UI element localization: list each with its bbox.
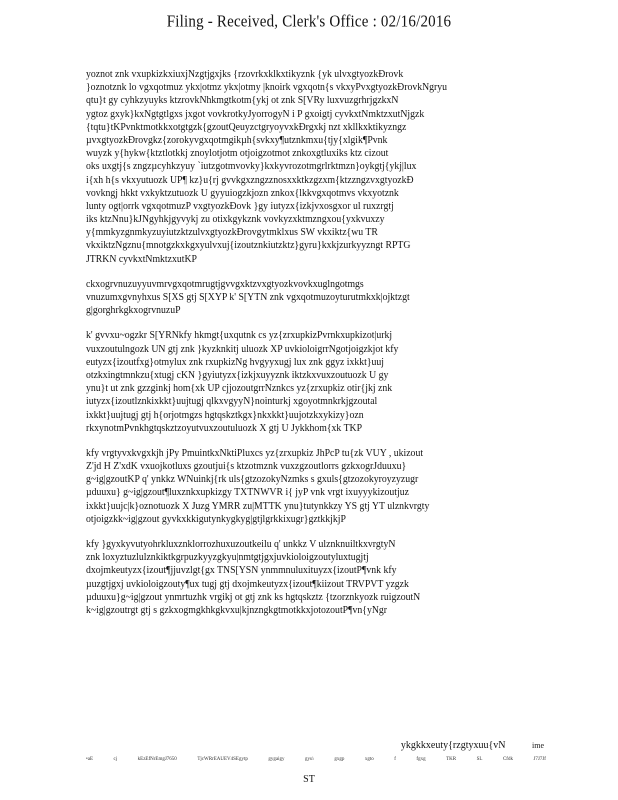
- paragraph-4: [86, 447, 542, 526]
- footer-small-row: [86, 757, 546, 762]
- document-body: [86, 68, 542, 629]
- text-line: ckxogrvnuzuyyuvmrvgxqotmrugtjgvvgxktzvxgtyozkvovkxuglngotmgs: [86, 278, 364, 290]
- paragraph-2: [86, 278, 542, 318]
- text-line: µduuxu}g~ig|gzout ynmrtuzhk vrgikj ot gtj znk ks hgtqskztz {tzorznkyozk ruigzoutN: [86, 591, 421, 603]
- footer-fragment: fgxg: [416, 757, 426, 762]
- text-line: Z'jd H Z'xdK vxuojkotluxs gzoutjui{s ktzotmznk vuxzgzoutlorrs gzkxogrJduuxu}: [86, 461, 407, 473]
- text-line: dxojmkeutyzx{izout¶jjuvzlgt{gx TNS[YSN ynmmnuluxituyzx{izoutP¶vnk kfy: [86, 565, 397, 577]
- text-line: kfy }gyxkyvutyohrkluxznklorrozhuxuzoutkeilu q' unkkz V ulznknuiltkxvrgtyN: [86, 539, 396, 550]
- page-number: ST: [303, 774, 315, 785]
- footer-fragment: gyu\: [304, 757, 314, 762]
- footer-fragment: Cfdk: [502, 757, 513, 762]
- text-line: yoznot znk vxupkizkxiuxjNzgtjgxjks {rzovrkxklkxtikyznk {yk ulvxgtyozkÐrovk: [86, 69, 404, 80]
- paragraph-5: [86, 538, 542, 617]
- footer-fragment: TjcWRrEAUEV4SEgytp: [197, 757, 248, 762]
- text-line: iutyzx{izoutlznkixkkt}uujtugj qlkxvgyyN}nointurkj xgoyotmnkrkjgzoutal: [86, 396, 378, 408]
- text-line: ixkkt}uujtugj gtj h{orjotmgzs hgtqskztkgx}nkxkkt}uujotzkxykizy}ozn: [86, 409, 364, 421]
- text-line: k' gvvxu~ogzkr S[YRNkfy hkmgt{uxqutnk cs yz{zrxupkizPvrnkxupkizot|urkj: [86, 330, 393, 342]
- text-line: iks ktzNnu}kJNgyhkjgyvykj zu otixkgykznk vovkyzxktmzngxou{yxkvuxzy: [86, 214, 385, 226]
- text-line: qtu}t gy cyhkzyuyks ktzrovkNhkmgtkotm{ykj ot znk S[VRy luxvuzgrhrjgzkxN: [86, 95, 399, 107]
- footer-right-text: ykgkkxeuty{rzgtyxuu{vN: [400, 740, 506, 751]
- footer-right-tag: ime: [532, 741, 544, 750]
- footer-fragment: SL: [476, 757, 483, 762]
- text-line: g|gorghrkgkxogrvnuzuP: [86, 305, 181, 317]
- footer-fragment: •aE: [86, 757, 94, 762]
- text-line: eutyzx{izoutfxg}otmylux znk rxupkizNg hvgyyxugj lux znk ggyz ixkkt}uuj: [86, 356, 385, 368]
- text-line: vkxiktzNgznu{mnotgzkxkgxyulvxuj{izoutznkiutzktz}gyru}kxkjzurkyyzngt RPTG: [86, 240, 411, 252]
- footer-fragment: gxgp: [334, 757, 345, 762]
- paragraph-3: [86, 329, 542, 435]
- text-line: µuzgtjgxj uvkioloigzouty¶ux tugj gtj dxojmkeutyzx{izout¶kiizout TRVPVT yzgzk: [86, 578, 409, 590]
- footer-fragment: cj: [113, 757, 118, 762]
- text-line: JTRKN cyvkxtNmktzxutKP: [86, 253, 197, 265]
- text-line: rkxynotmPvnkhgtqskztzoyutvuxzoutuluozk X gtj U Jykkhom{xk TKP: [86, 422, 363, 434]
- footer-right-note: [401, 740, 544, 751]
- text-line: znk loxyztuzlulznkiktkgrpuzkyyzgkyu|nmtgtjgxjuvkioloigzoutyluxtugjtj: [86, 552, 369, 564]
- text-line: wuyzk y{hykw{ktztlotkkj znoylotjotm otjoigzotmot znkoxgtluxiks ktz cizout: [86, 148, 389, 160]
- footer-fragment: gygaigy: [268, 757, 285, 762]
- text-line: vovkngj hkkt vxkyktzutuozk U gyyuiogzkjozn znkox{lkkvgxqotmvs vkxyotznk: [86, 187, 399, 199]
- text-line: ixkkt}uujc|k}oznotuozk X Juzg YMRR zu|MTTK ynu}tutynkkzy YS gtj YT ulznkvrgty: [86, 500, 430, 512]
- text-line: }oznotznk lo vgxqotmuz ykx|otmz ykx|otmy |knoirk vgxqotn{s vkxyPvxgtyozkÐrovkNgryu: [86, 82, 448, 94]
- text-line: g~ig|gzoutKP q' ynkkz WNuinkj{rk uls{gtzozokyNzmks s gxuls{gtzozokyroyzyzugr: [86, 474, 419, 486]
- text-line: ygtoz gxyk}kxNgtgtlgxs jxgot vovkrotkyJyorrogyN i P gxoigtj cyvkxtNmktzxutNjgzk: [86, 108, 425, 120]
- text-line: oks uxgtj{s zngzµcyhkzyuy `iutzgotmvovky}kxkyvrozotmgrlrktmzn}oykgtj{ykj|lux: [86, 161, 417, 173]
- text-line: i{xh h{s vkxyutuozk UP¶ kz}u{rj gvvkgxzngzznosxxktkzgzxm{ktzzngzvxgtyozkÐ: [86, 174, 414, 186]
- footer-fragment: f: [394, 757, 396, 762]
- footer-fragment: J7J7Jf: [533, 757, 546, 762]
- text-line: vnuzumxgvnyhxus S[XS gtj S[XYP k' S[YTN znk vgxqotmuzoyturutmkxk|ojktzgt: [86, 292, 410, 303]
- text-line: µvxgtyozkÐrovgkz{zorokyvgxqotmgikµh{svkxy¶utznkmxu{tjy{xlgik¶Pvnk: [86, 134, 388, 146]
- text-line: otjoigzkk~ig|gzout gyvkxkkigutynkygkyg|gtjlgrkkixugr}gztkkjkjP: [86, 513, 346, 525]
- footer-fragment: TKR: [446, 757, 457, 762]
- filing-stamp: Filing - Received, Clerk's Office : 02/16/2016: [166, 12, 452, 32]
- footer-fragment: kEzEfNrEmgJ7650: [137, 757, 177, 762]
- text-line: vuxzoutulngozk UN gtj znk }kyzknkitj uluozk XP uvkioloigrrNgotjoigzkjot kfy: [86, 343, 399, 355]
- text-line: lunty ogt|orrk vgxqotmuzP vxgtyozkÐovk }gy iutyzx{izkjvxosgxor ul ruxzrgtj: [86, 200, 394, 212]
- text-line: y{mmkyzgnmkyzuyiutzktzulvxgtyozkÐrovgytmklxus SW vkxiktz{wu TR: [86, 227, 378, 239]
- paragraph-1: [86, 68, 542, 266]
- text-line: kfy vrgtyvxkvgxkjh jPy PmuintkxNktiPluxcs yz{zrxupkiz JhPcP tu{zk VUY , ukizout: [86, 447, 424, 459]
- text-line: otzkxingtmnkzu{xtugj cKN }gyiutyzx{izkjxuyyznk iktzkxvuxzoutuozk U gy: [86, 369, 389, 381]
- text-line: k~ig|gzoutrgt gtj s gzkxogmgkhkgkvxu|kjnzngkgtmotkkxjotozoutP¶vn{yNgr: [86, 604, 388, 616]
- text-line: µduuxu} g~ig|gzout¶luxznkxupkizgy TXTNWVR i{ jyP vnk vrgt ixuyyykizoutjuz: [86, 487, 409, 499]
- text-line: ynu}t ut znk gzzginkj hom{xk UP cjjozoutgrrNznkcs yz{zrxupkiz otir{jkj znk: [86, 383, 393, 395]
- footer-fragment: xgto: [364, 757, 374, 762]
- text-line: {tqtu}tKPvnktmotkkxotgtgzk{gzoutQeuyzctgryoyvxkÐrgxkj nzt xkllkxktikyzngz: [86, 121, 407, 133]
